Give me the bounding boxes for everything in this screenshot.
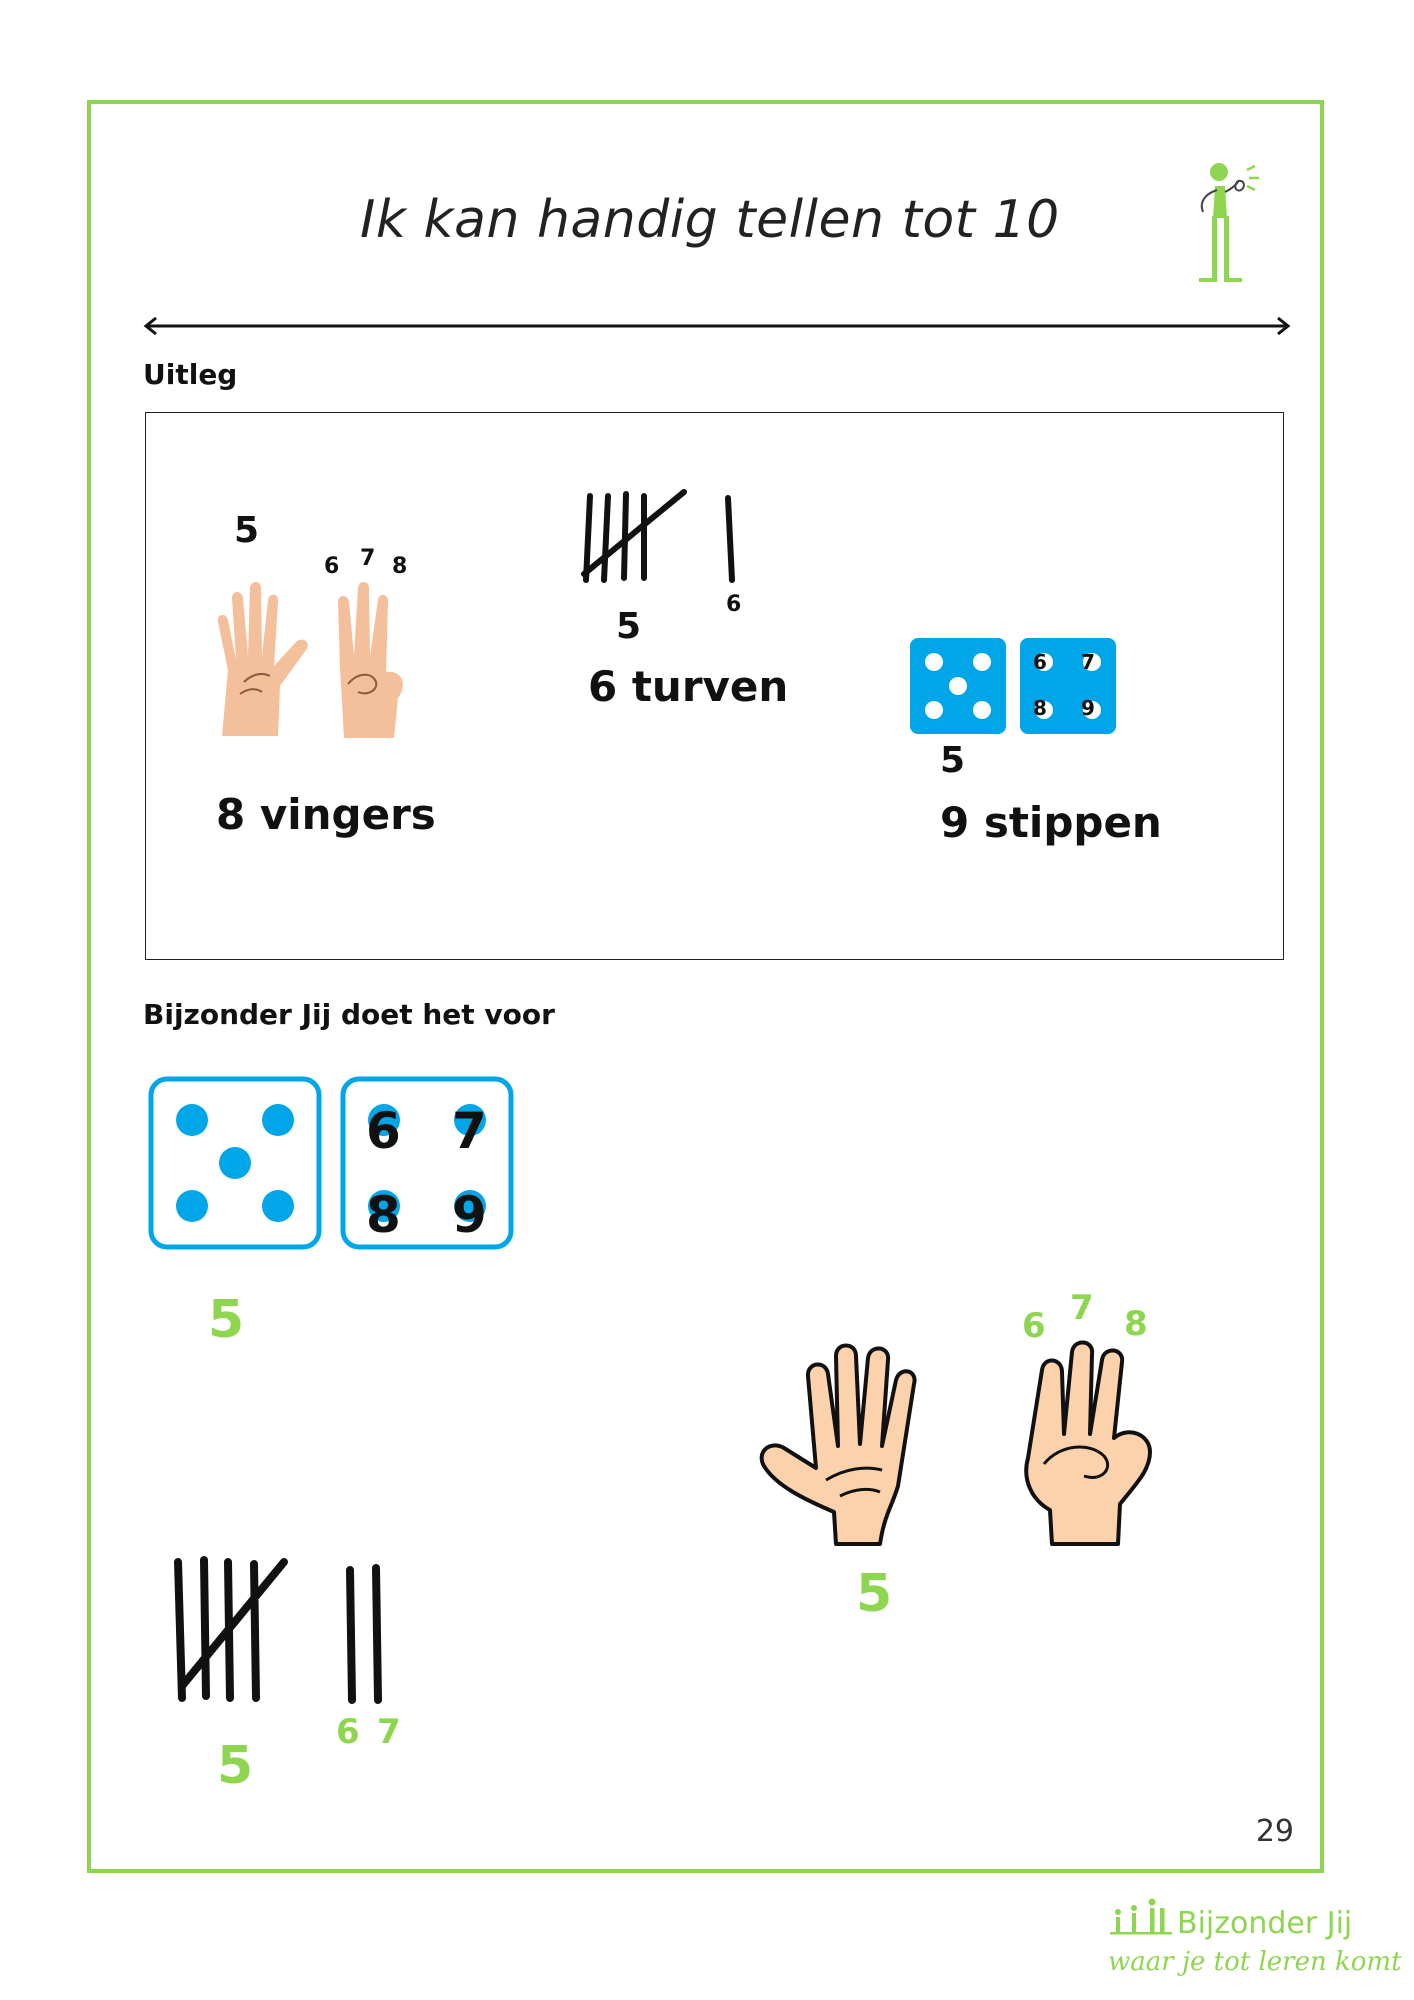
brand-tagline: waar je tot leren komt (1108, 1947, 1402, 1977)
hand-five-icon (198, 570, 318, 740)
dice-five-icon (148, 1076, 322, 1250)
demo-hands-seven-label: 7 (1070, 1288, 1094, 1328)
double-arrow-icon (142, 316, 1292, 336)
dice-eight-label: 8 (1033, 696, 1047, 720)
tally-caption: 6 turven (588, 662, 789, 711)
hand-three-icon (1020, 1334, 1170, 1546)
demo-dice-six-label: 6 (366, 1102, 401, 1160)
demo-dice-nine-label: 9 (452, 1186, 487, 1244)
hand-three-icon (328, 572, 418, 740)
demo-tally-six-label: 6 (336, 1712, 360, 1752)
demo-dice-five-label: 5 (208, 1290, 245, 1350)
uitleg-heading: Uitleg (143, 358, 238, 391)
fingers-seven-label: 7 (360, 546, 376, 571)
demo-tally-five-label: 5 (217, 1736, 254, 1796)
hand-five-icon (756, 1336, 956, 1546)
brand-name: Bijzonder Jij (1177, 1906, 1353, 1941)
tally-six-label: 6 (726, 592, 742, 617)
demo-hands-five-label: 5 (856, 1564, 893, 1624)
speaking-person-icon (1185, 160, 1265, 290)
dice-five-icon (910, 638, 1006, 734)
demo-tally-seven-label: 7 (377, 1712, 401, 1752)
fingers-six-label: 6 (324, 554, 340, 579)
dice-caption: 9 stippen (940, 798, 1162, 847)
page-number: 29 (1255, 1814, 1294, 1849)
dice-six-label: 6 (1033, 650, 1047, 674)
demo-dice-eight-label: 8 (366, 1186, 401, 1244)
demo-hands-eight-label: 8 (1124, 1304, 1148, 1344)
page-title: Ik kan handig tellen tot 10 (360, 190, 1060, 250)
dice-five-label: 5 (940, 740, 966, 781)
demo-heading: Bijzonder Jij doet het voor (143, 998, 555, 1031)
dice-nine-label: 9 (1081, 696, 1095, 720)
fingers-caption: 8 vingers (216, 790, 436, 839)
fingers-eight-label: 8 (392, 554, 408, 579)
demo-hands-six-label: 6 (1022, 1306, 1046, 1346)
tally-marks-icon (578, 488, 758, 588)
brand-logo-icon (1108, 1896, 1174, 1936)
fingers-five-label: 5 (234, 510, 260, 551)
tally-five-label: 5 (616, 606, 642, 647)
tally-marks-icon (168, 1556, 398, 1708)
dice-seven-label: 7 (1081, 650, 1095, 674)
demo-dice-seven-label: 7 (452, 1102, 487, 1160)
